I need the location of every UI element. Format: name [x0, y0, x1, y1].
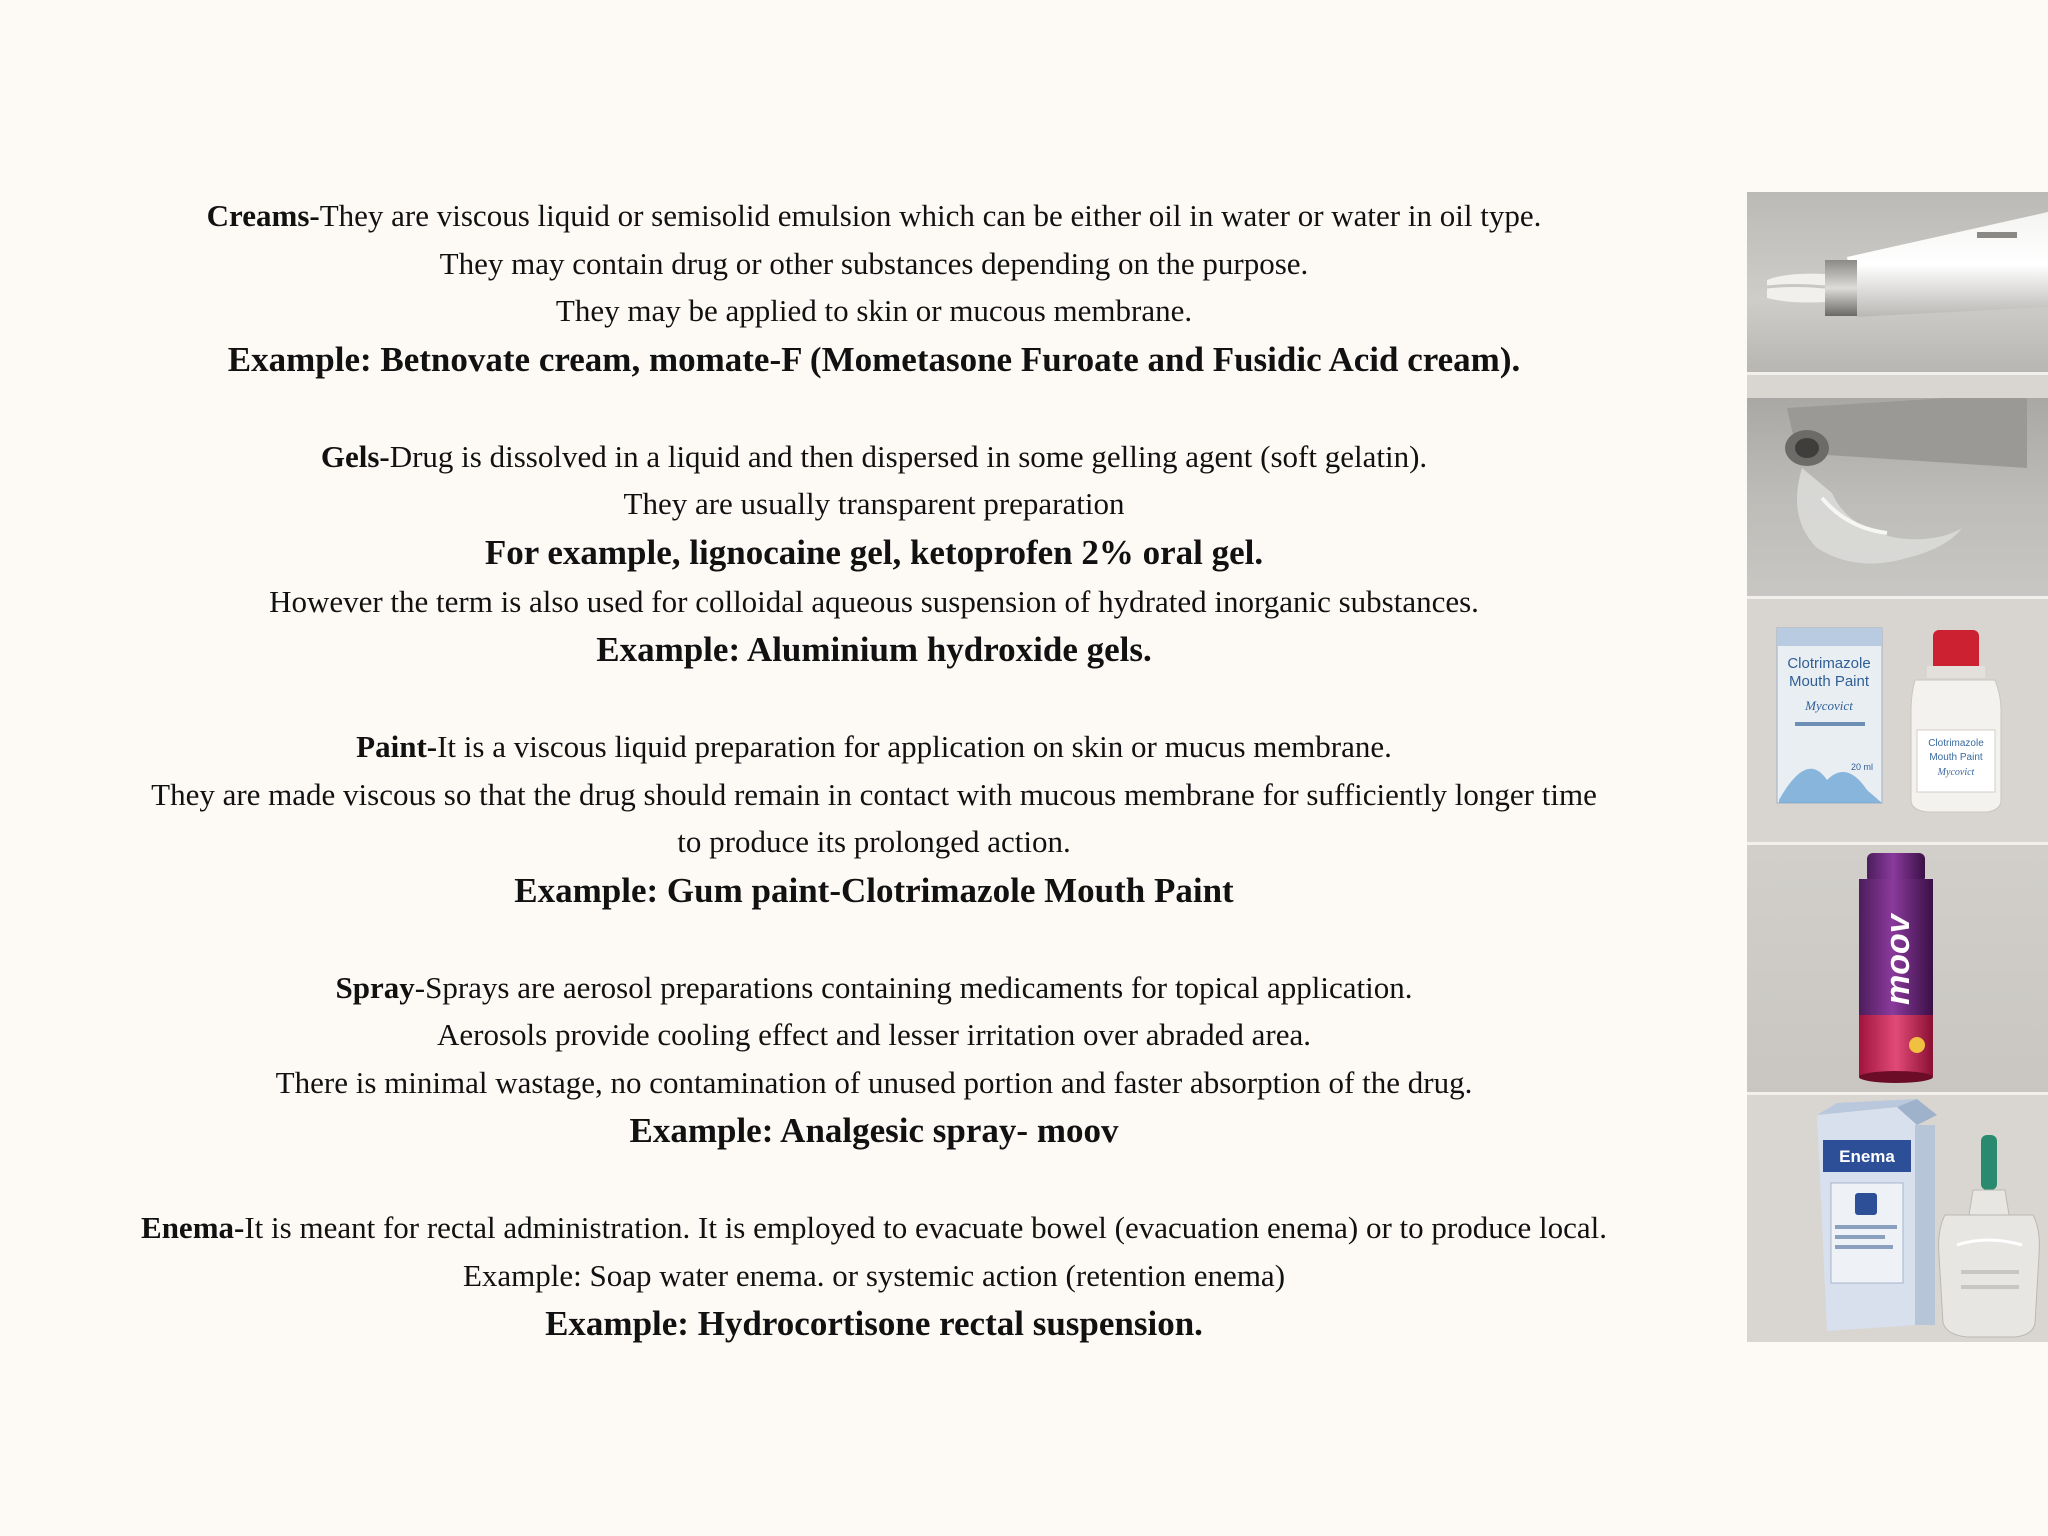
- gels-example: For example, lignocaine gel, ketoprofen 2% oral gel.: [484, 532, 1264, 572]
- content-area: [60, 192, 1688, 1397]
- paint-bottle-label-2: Mouth Paint: [1929, 752, 1983, 763]
- paint-box-brand: Mycovict: [1805, 698, 1853, 713]
- spray-definition: -Sprays are aerosol preparations containing medicaments for topical application.: [414, 969, 1413, 1005]
- term-creams: Creams-: [206, 198, 320, 233]
- strip-divider: [1747, 596, 2048, 599]
- section-creams: [60, 192, 1688, 385]
- paint-example: Example: Gum paint-Clotrimazole Mouth Paint: [514, 870, 1234, 910]
- moov-spray-image: [1747, 845, 2048, 1092]
- section-paint: [60, 723, 1688, 916]
- paint-line-2: to produce its prolonged action.: [677, 824, 1071, 859]
- section-gels: [60, 433, 1688, 676]
- enema-definition: It is meant for rectal administration. It is employed to evacuate bowel (evacuation enema) or to produce local.: [244, 1210, 1607, 1245]
- paint-box-title-1: Clotrimazole: [1787, 655, 1871, 672]
- term-enema: Enema-: [141, 1210, 245, 1245]
- spray-line-1: Aerosols provide cooling effect and lesser irritation over abraded area.: [437, 1017, 1311, 1052]
- creams-example: Example: Betnovate cream, momate-F (Mometasone Furoate and Fusidic Acid cream).: [227, 339, 1521, 379]
- creams-definition-line: [60, 192, 1688, 240]
- creams-line-1: They may contain drug or other substances depending on the purpose.: [439, 245, 1309, 281]
- paint-bottle-label-1: Clotrimazole: [1928, 738, 1984, 749]
- creams-line-2: They may be applied to skin or mucous membrane.: [555, 293, 1193, 328]
- paint-bottle-label-3: Mycovict: [1937, 767, 1975, 778]
- gels-definition-line: [60, 433, 1688, 481]
- gels-definition: Drug is dissolved in a liquid and then dispersed in some gelling agent (soft gelatin).: [389, 438, 1428, 474]
- section-enema: [60, 1204, 1688, 1349]
- gels-extra-line: However the term is also used for colloidal aqueous suspension of hydrated inorganic substances.: [269, 583, 1479, 619]
- enema-box-label: Enema: [1839, 1147, 1895, 1166]
- spray-line-2: There is minimal wastage, no contamination of unused portion and faster absorption of the drug.: [275, 1064, 1473, 1100]
- section-spray: [60, 964, 1688, 1157]
- creams-definition: They are viscous liquid or semisolid emulsion which can be either oil in water or water in oil type.: [319, 198, 1542, 233]
- mouth-paint-image: [1747, 600, 2048, 840]
- paint-box-volume: 20 ml: [1850, 762, 1874, 772]
- enema-definition-line: [60, 1204, 1688, 1252]
- paint-definition: It is a viscous liquid preparation for application on skin or mucus membrane.: [437, 729, 1392, 764]
- product-image-strip: [1747, 192, 2048, 1342]
- term-gels: Gels-: [320, 438, 390, 474]
- spray-example: Example: Analgesic spray- moov: [629, 1111, 1119, 1150]
- gel-image: [1747, 398, 2048, 598]
- gels-line-1: They are usually transparent preparation: [623, 486, 1125, 521]
- enema-image: [1747, 1095, 2048, 1342]
- gels-extra-example: Example: Aluminium hydroxide gels.: [596, 630, 1152, 669]
- cream-tube-image: [1747, 192, 2048, 372]
- strip-divider: [1747, 372, 2048, 375]
- enema-line-1: Example: Soap water enema. or systemic action (retention enema): [462, 1257, 1286, 1293]
- paint-line-1: They are made viscous so that the drug should remain in contact with mucous membrane for sufficiently longer time: [151, 776, 1597, 812]
- paint-definition-line: [60, 723, 1688, 771]
- spray-definition-line: [60, 964, 1688, 1012]
- moov-can-label: moov: [1879, 914, 1917, 1005]
- term-spray: Spray: [335, 969, 415, 1005]
- enema-example: Example: Hydrocortisone rectal suspension.: [545, 1304, 1203, 1343]
- paint-box-title-2: Mouth Paint: [1788, 673, 1870, 690]
- term-paint: Paint-: [356, 729, 438, 764]
